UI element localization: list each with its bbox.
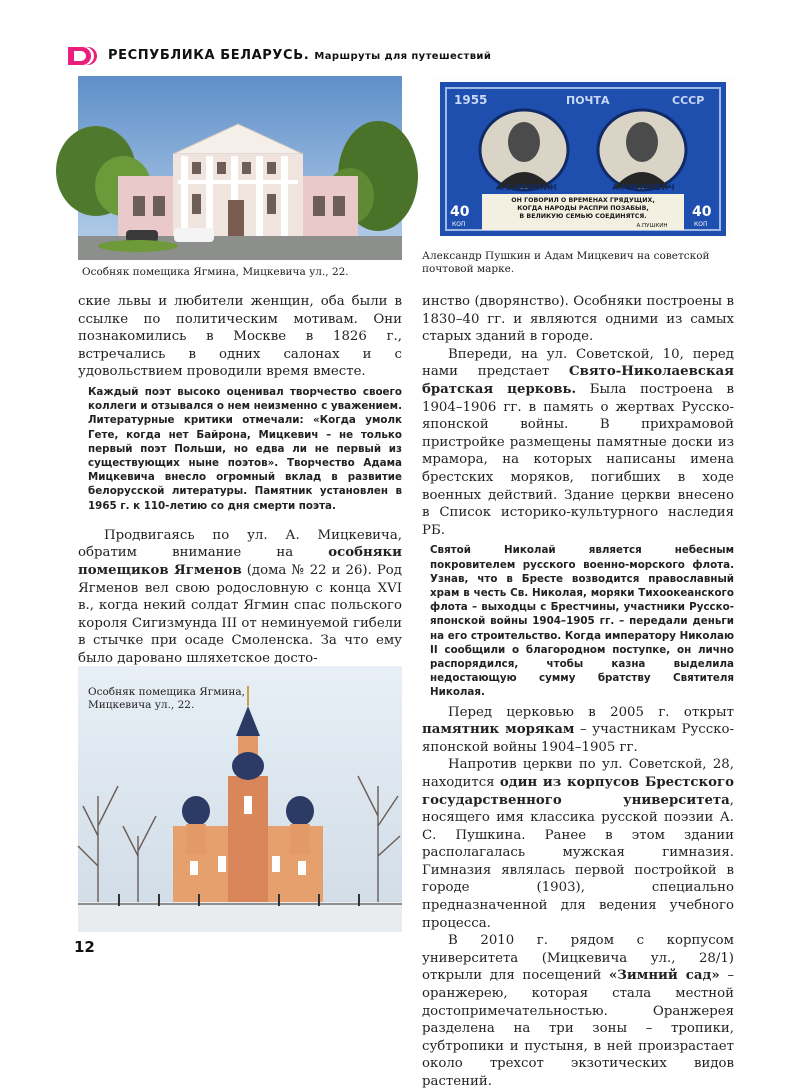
left-info-box [78,385,402,513]
stamp-currency-right: КОП [694,221,708,228]
stamp-post: ПОЧТА [566,94,610,107]
stamp-year: 1955 [454,93,488,107]
text-run: Была построена в 1904–1906 гг. в память о жертвах Русско-японской войны. В прихрамовой пристройке размещены памятные доски из мрамора, на которых написаны имена брестских моряков, погибших в ходе военных действий. Здание церкви внесено в Список историко-культурного наследия РБ. [422,381,735,538]
right-paragraph-5 [422,932,734,1090]
stamp-currency-left: КОП [452,221,466,228]
highlight-sailors-monument: памятник морякам [422,722,575,738]
text-run: Продвигаясь по ул. А. Мицкевича, обратим внимание на [78,527,402,561]
text-run: Перед церковью в 2005 г. открыт [448,704,734,720]
text-run: Напротив церкви по ул. Советской, 28, находится [422,757,734,790]
mansion-photo [78,76,402,260]
highlight-yagmen-mansions: особняки помещиков Ягменов [78,545,402,578]
right-info-box-text: Святой Николай является небесным покровителем русского военно-морского флота. Узнав, что в Бресте возводится православный храм в честь Св. Николая, моряки Тихоокеанского флота – выходцы с Брестчины, участники Русско-японской войны 1904–1905 гг. – передали деньги на его строительство. Когда императору Николаю II сообщили о благородном поступке, он лично распорядился, чтобы казна выделила недостающую сумму братству Святителя Николая. [430,544,734,699]
stamp-value-left: 40 [450,204,470,220]
running-header [108,48,491,63]
header-subtitle: Маршруты для путешествий [314,51,492,62]
stamp-country: СССР [672,94,705,107]
section-logo-icon [68,47,100,65]
right-paragraph-4 [422,756,734,932]
text-run: В 2010 г. рядом с корпусом университета (Мицкевича ул., 28/1) открыли для посещений [422,933,734,984]
mansion-caption: Особняк помещика Ягмина, Мицкевича ул., 22. [82,266,349,278]
stamp-right-name: А.МИЦКЕВИЧ [612,183,675,192]
text-run: – участникам Русско-японской войны 1904–1905 гг. [422,722,734,755]
text-run: Впереди, на ул. Советской, 10, перед нами предстает [422,346,734,380]
right-paragraph-3 [422,704,734,757]
church-caption: Особняк помещика Ягмина, Мицкевича ул., 22. [88,686,246,711]
right-info-box [422,543,734,699]
stamp-left-name: А.С.ПУШКИН [496,183,557,192]
text-run: – оранжерею, которая стала местной достопримечательностью. Оранжерея разделена на три зоны – тропики, субтропики и пустыня, в ней произрастает около трехсот экзотических видов растений. [422,968,734,1090]
stamp-value-right: 40 [692,204,712,220]
right-paragraph-2 [422,346,734,540]
stamp-quote-2: КОГДА НАРОДЫ РАСПРИ ПОЗАБЫВ, [517,205,649,212]
stamp-quote-3: В ВЕЛИКУЮ СЕМЬЮ СОЕДИНЯТСЯ. [519,213,647,220]
stamp-quote-sign: А.ПУШКИН [636,223,668,229]
left-paragraph-2 [78,527,402,668]
right-column [422,293,734,1091]
highlight-university-building: один из корпусов Брестского государственного университета [422,774,734,808]
text-run: (дома № 22 и 26). Род Ягменов вел свою родословную с конца XVI в., когда некий солдат Ягмин спас польского короля Сигизмунда III от неминуемой гибели в стычке при осаде Смоленска. За что ему было даровано шляхетское досто- [78,562,402,666]
stamp-quote-1: ОН ГОВОРИЛ О ВРЕМЕНАХ ГРЯДУЩИХ, [511,197,655,204]
highlight-winter-garden: «Зимний сад» [609,968,720,984]
right-paragraph-1: инство (дворянство). Особняки построены в 1830–40 гг. и являются одними из самых старых зданий в городе. [422,294,734,345]
left-info-box-text: Каждый поэт высоко оценивал творчество своего коллеги и отзывался о нем неизменно с уважением. Литературные критики отмечали: «Когда умолк Гете, когда нет Байрона, Мицкевич – не только первый поэт Польши, но едва ли не первый из существующих ныне поэтов». Творчество Адама Мицкевича внесло огромный вклад в развитие белорусской литературы. Памятник установлен в 1965 г. к 110-летию со дня смерти поэта. [88,385,402,512]
postage-stamp [432,76,734,240]
page-number: 12 [74,938,95,956]
highlight-st-nicholas-church: Свято-Николаевская братская церковь. [422,364,734,397]
left-column [78,293,402,668]
header-title: РЕСПУБЛИКА БЕЛАРУСЬ. [108,48,310,63]
text-run: , носящего имя классика русской поэзии А. С. Пушкина. Ранее в этом здании располагалась мужская гимназия. Гимназия являлась первой постройкой в городе (1903), специально предназначенной для ведения учебного процесса. [422,792,734,931]
left-paragraph-1: ские львы и любители женщин, оба были в ссылке по политическим мотивам. Они познакомились в Москве в 1826 г., встречались в одних салонах и с удовольствием проводили время вместе. [78,294,402,380]
stamp-caption: Александр Пушкин и Адам Мицкевич на советской почтовой марке. [422,250,710,275]
